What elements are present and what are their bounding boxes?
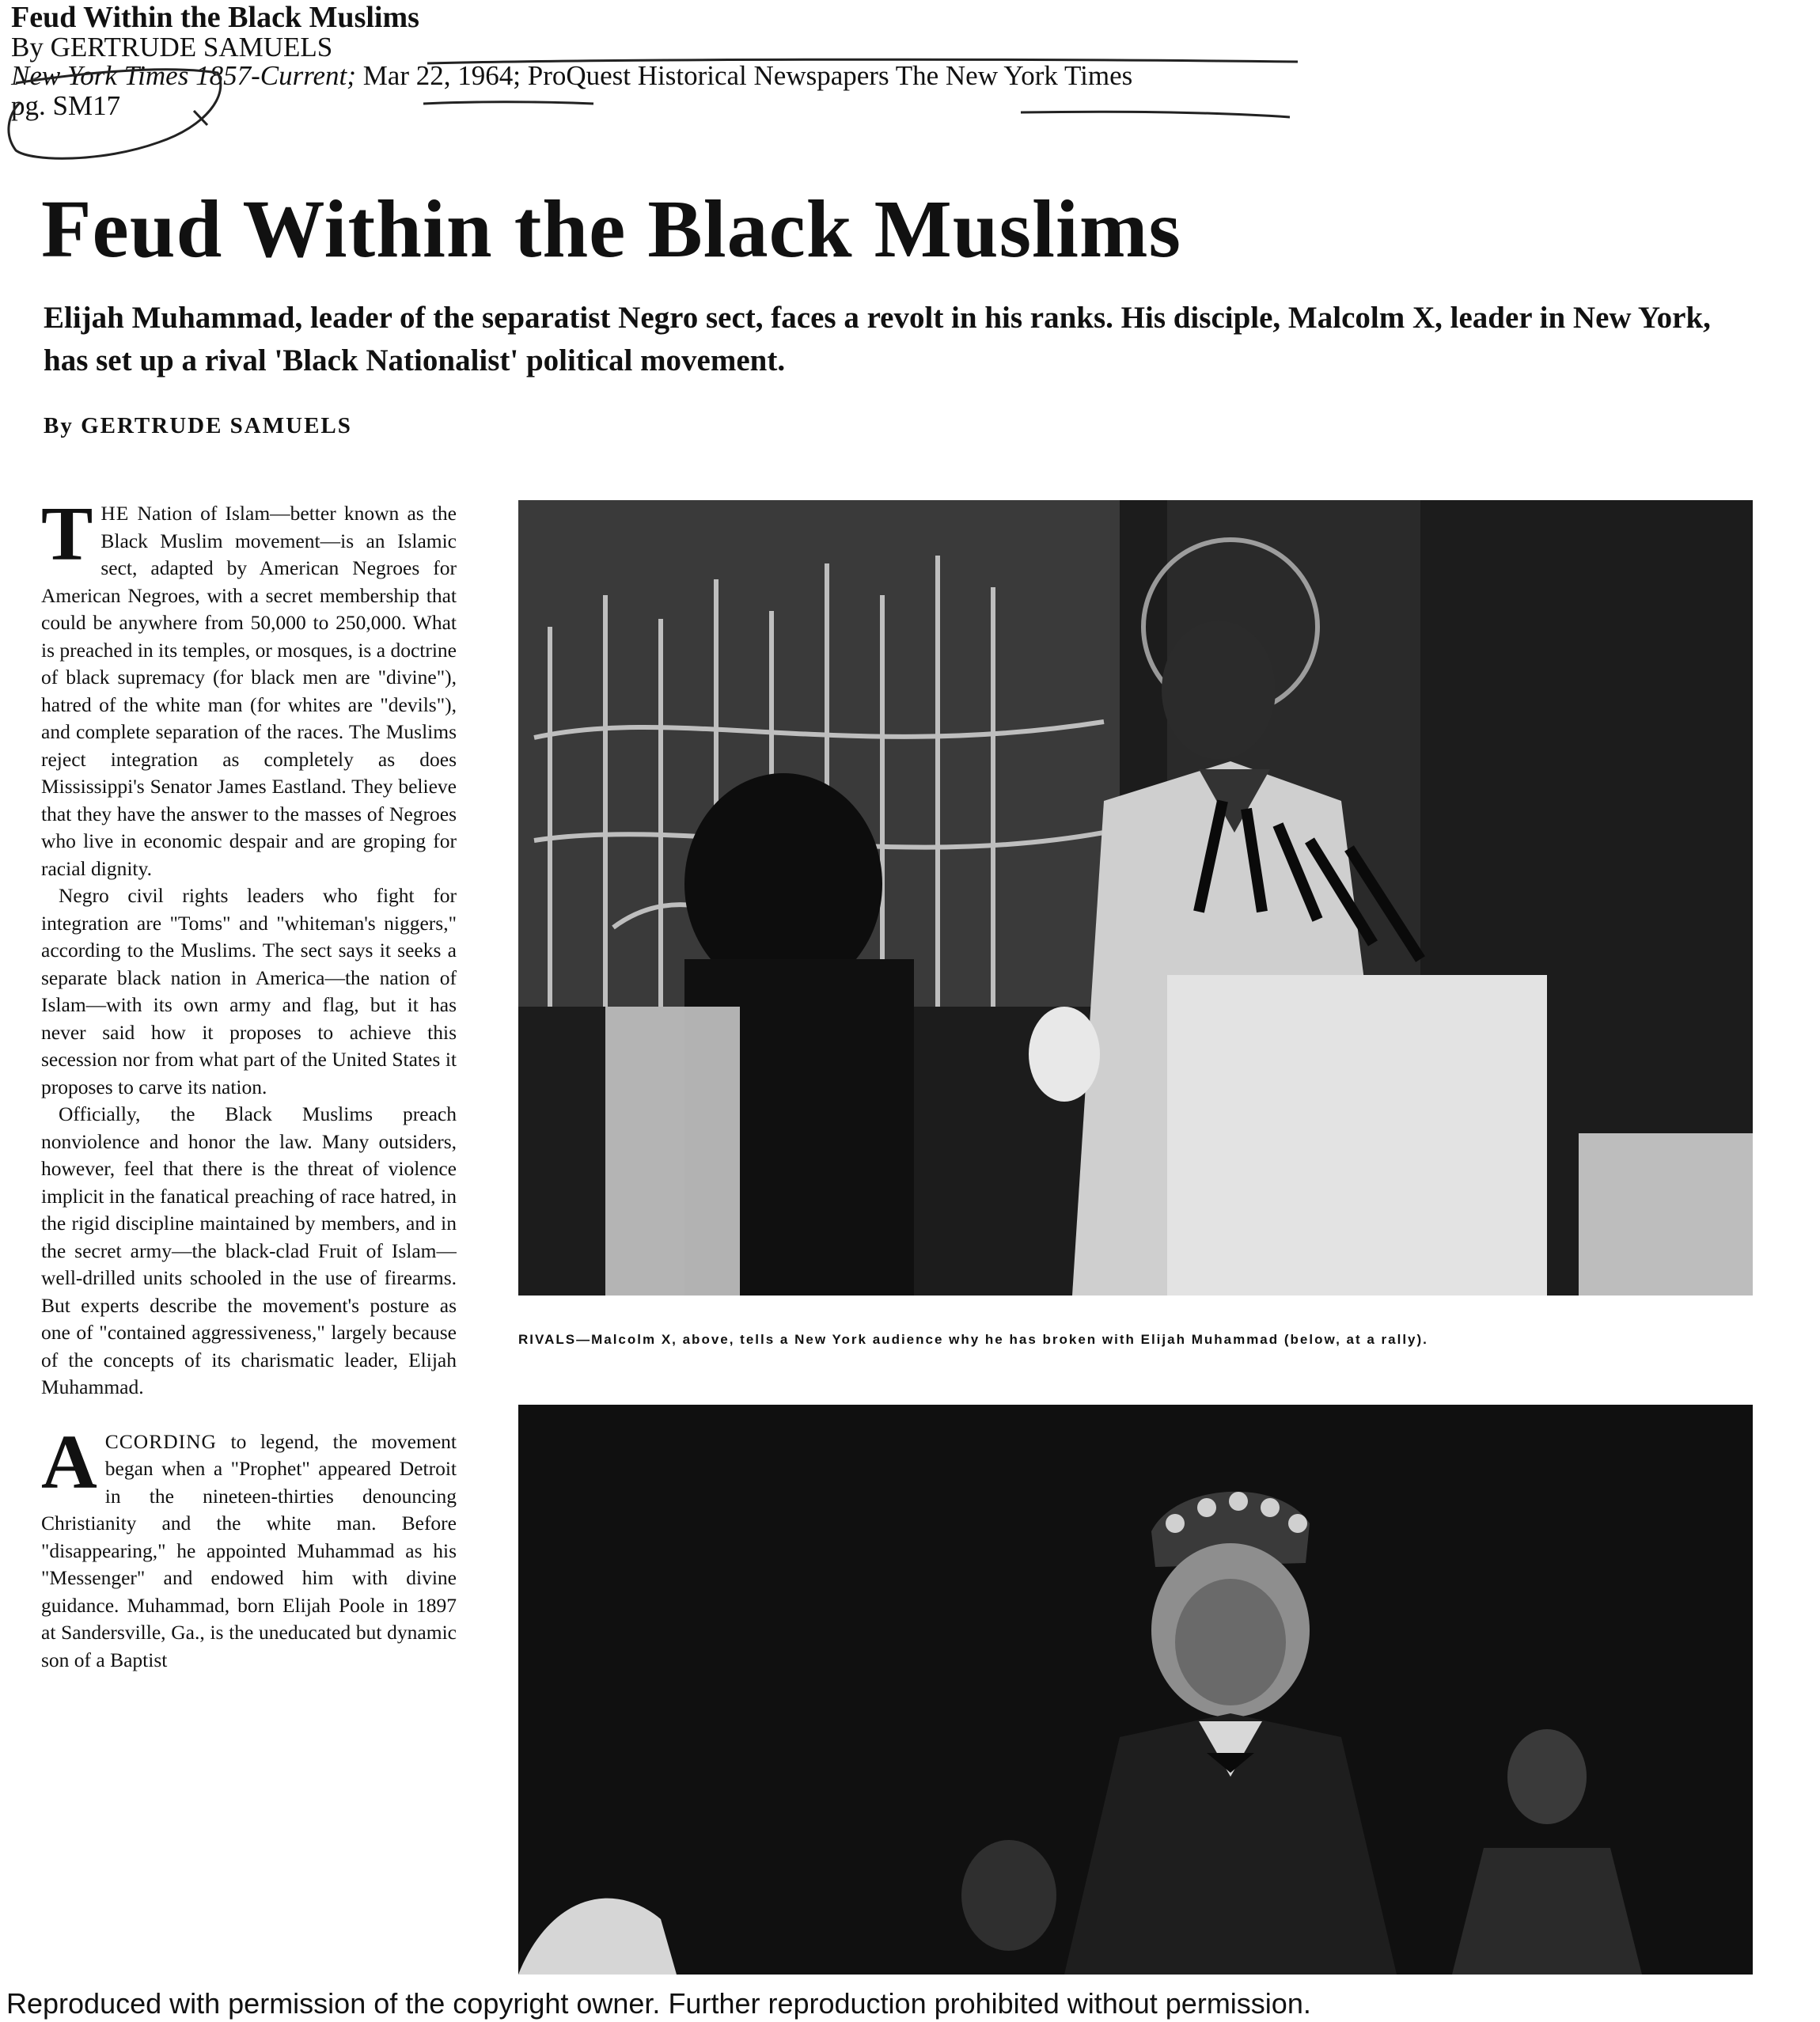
citation-page: pg. SM17 [11,90,121,121]
citation-source [11,60,1132,92]
citation-publication: New York Times [11,60,189,91]
citation-date: Mar 22, 1964; [362,60,521,91]
citation-title: Feud Within the Black Muslims [11,1,419,34]
lead-in: CCORDING [104,1429,217,1453]
drop-cap: A [41,1419,97,1505]
citation-range: 1857-Current; [195,60,356,91]
photo-malcolm-x [518,500,1753,1296]
paragraph-4 [41,1419,457,1675]
article-byline: By GERTRUDE SAMUELS [44,413,352,438]
citation-byline: By GERTRUDE SAMUELS [11,32,333,63]
paragraph-1-text: Nation of Islam—better known as the Black Muslim movement—is an Islamic sect, adapted by American Negroes for American Negroes, with a secret membership that could be anywhere from 50,000 to 250,000. What is preached in its temples, or mosques, is a doctrine of black supremacy (for black men are "divine"), hatred of the white man (for whites are "devils"), and complete separation of the races. The Muslims reject integration as completely as does Mississippi's Senator James Eastland. They believe that they have the answer to the masses of Negroes who live in economic despair and are groping for racial dignity. [41,502,457,880]
article-body [41,500,457,1974]
photo-caption: RIVALS—Malcolm X, above, tells a New York audience why he has broken with Elijah Muhammad (below, at a rally). [518,1332,1428,1347]
citation-database: ProQuest Historical Newspapers [527,60,889,91]
paragraph-1 [41,500,457,882]
subheadline-deck: Elijah Muhammad, leader of the separatist Negro sect, faces a revolt in his ranks. His disciple, Malcolm X, leader in New York, has set up a rival 'Black Nationalist' political movement. [44,301,1711,377]
paragraph-2: Negro civil rights leaders who fight for integration are "Toms" and "whiteman's niggers," according to the Muslims. The sect says it seeks a separate black nation in America—the nation of Islam—with its own army and flag, but it has never said how it proposes to achieve this secession nor from what part of the United States it proposes to carve its nation. [41,884,457,1098]
paragraph-3: Officially, the Black Muslims preach nonviolence and honor the law. Many outsiders, however, feel that there is the threat of violence implicit in the fanatical preaching of race hatred, in the rigid discipline maintained by members, and in the secret army—the black-clad Fruit of Islam—well-drilled units schooled in the use of firearms. But experts describe the movement's posture as one of "contained aggressiveness," largely because of the concepts of its charismatic leader, Elijah Muhammad. [41,1102,457,1398]
photo-elijah-muhammad [518,1405,1753,1975]
headline: Feud Within the Black Muslims [41,184,1181,275]
citation-database-publication: The New York Times [895,60,1133,91]
paragraph-4-text: to legend, the movement began when a "Prophet" appeared Detroit in the nineteen-thirties denouncing Christianity and the white man. Before "disappearing," he appointed Muhammad as his "Messenger" and endowed him with divine guidance. Muhammad, born Elijah Poole in 1897 at Sandersville, Ga., is the uneducated but dynamic son of a Baptist [41,1429,457,1671]
lead-in: HE [100,502,130,525]
copyright-notice: Reproduced with permission of the copyright owner. Further reproduction prohibited without permission. [6,1987,1311,2020]
drop-cap: T [41,500,93,577]
